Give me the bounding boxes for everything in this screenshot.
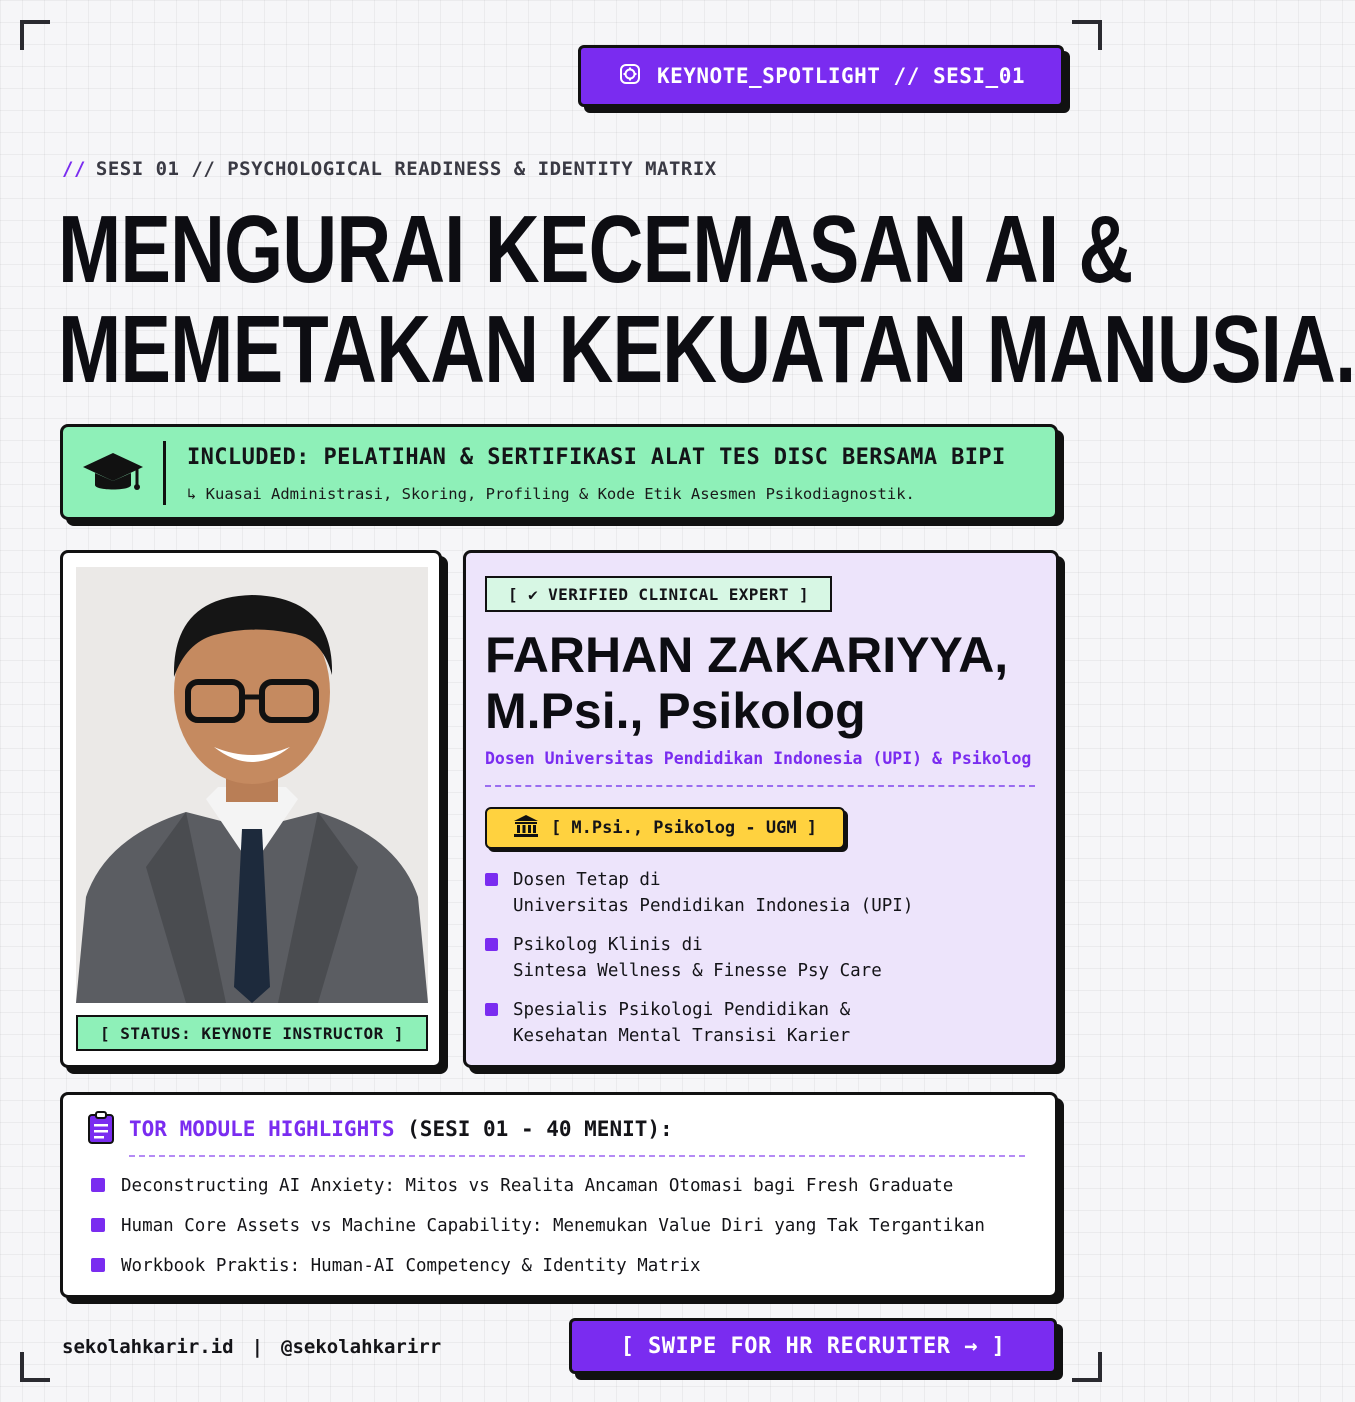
eyebrow-slash: // bbox=[62, 158, 86, 180]
corner-bracket-top-right bbox=[1072, 20, 1102, 50]
corner-bracket-bottom-right bbox=[1072, 1352, 1102, 1382]
tor-item bbox=[87, 1253, 985, 1279]
bio-item bbox=[485, 997, 913, 1049]
graduation-cap-icon bbox=[81, 445, 145, 501]
clipboard-icon bbox=[87, 1111, 115, 1145]
status-badge: [ STATUS: KEYNOTE INSTRUCTOR ] bbox=[76, 1015, 428, 1051]
tor-title-highlight: TOR MODULE HIGHLIGHTS bbox=[129, 1117, 395, 1141]
bullet-icon bbox=[91, 1178, 105, 1192]
swipe-cta-label: [ SWIPE FOR HR RECRUITER → ] bbox=[620, 1333, 1006, 1359]
bio-item-line-2: Kesehatan Mental Transisi Karier bbox=[513, 1026, 851, 1046]
bio-item bbox=[485, 867, 913, 919]
bio-list bbox=[485, 867, 913, 1062]
tor-item-text: Deconstructing AI Anxiety: Mitos vs Realita Ancaman Otomasi bagi Fresh Graduate bbox=[121, 1176, 954, 1196]
bio-item-line-1: Psikolog Klinis di bbox=[513, 935, 703, 955]
footer-links bbox=[62, 1336, 441, 1358]
website-link[interactable]: sekolahkarir.id bbox=[62, 1336, 234, 1358]
eyebrow bbox=[62, 158, 717, 180]
tor-module-card bbox=[60, 1092, 1058, 1298]
bio-item-line-1: Dosen Tetap di bbox=[513, 870, 661, 890]
verified-badge: [ ✔ VERIFIED CLINICAL EXPERT ] bbox=[485, 576, 832, 612]
tor-title bbox=[129, 1117, 673, 1141]
bullet-icon bbox=[485, 1003, 498, 1016]
tor-title-rest: (SESI 01 - 40 MENIT): bbox=[394, 1117, 673, 1141]
speaker-name-line-2: M.Psi., Psikolog bbox=[485, 683, 866, 739]
included-subtitle: ↳ Kuasai Administrasi, Skoring, Profiling & Kode Etik Asesmen Psikodiagnostik. bbox=[187, 485, 915, 503]
degree-badge bbox=[485, 807, 845, 849]
speaker-photo bbox=[76, 567, 428, 1003]
swipe-cta-button[interactable] bbox=[569, 1318, 1057, 1374]
footer-separator: | bbox=[251, 1336, 264, 1358]
page-title bbox=[58, 196, 1355, 403]
tor-item bbox=[87, 1173, 985, 1199]
tor-divider bbox=[129, 1155, 1025, 1157]
corner-bracket-top-left bbox=[20, 20, 50, 50]
bio-divider bbox=[485, 785, 1035, 787]
brain-chip-icon bbox=[617, 61, 643, 92]
bullet-icon bbox=[485, 938, 498, 951]
speaker-role: Dosen Universitas Pendidikan Indonesia (UPI) & Psikolog bbox=[485, 749, 1032, 768]
corner-bracket-bottom-left bbox=[20, 1352, 50, 1382]
session-badge-label: KEYNOTE_SPOTLIGHT // SESI_01 bbox=[656, 64, 1025, 88]
tor-list bbox=[87, 1173, 985, 1293]
bio-item bbox=[485, 932, 913, 984]
degree-label: [ M.Psi., Psikolog - UGM ] bbox=[550, 818, 818, 838]
speaker-name bbox=[485, 627, 1008, 739]
speaker-bio-card bbox=[463, 550, 1059, 1068]
university-building-icon bbox=[513, 814, 539, 843]
bio-item-line-2: Universitas Pendidikan Indonesia (UPI) bbox=[513, 896, 914, 916]
included-divider bbox=[163, 441, 166, 505]
session-badge bbox=[578, 45, 1064, 107]
social-handle-link[interactable]: @sekolahkarirr bbox=[281, 1336, 442, 1358]
tor-item-text: Workbook Praktis: Human-AI Competency & Identity Matrix bbox=[121, 1256, 701, 1276]
included-banner bbox=[60, 424, 1058, 520]
title-line-2: MEMETAKAN KEKUATAN MANUSIA. bbox=[58, 296, 1355, 403]
bio-item-line-1: Spesialis Psikologi Pendidikan & bbox=[513, 1000, 851, 1020]
tor-item-text: Human Core Assets vs Machine Capability: Menemukan Value Diri yang Tak Tergantikan bbox=[121, 1216, 985, 1236]
tor-item bbox=[87, 1213, 985, 1239]
bio-item-line-2: Sintesa Wellness & Finesse Psy Care bbox=[513, 961, 882, 981]
speaker-name-line-1: FARHAN ZAKARIYYA, bbox=[485, 627, 1009, 683]
bullet-icon bbox=[91, 1218, 105, 1232]
bullet-icon bbox=[485, 873, 498, 886]
title-line-1: MENGURAI KECEMASAN AI & bbox=[58, 196, 1133, 303]
speaker-photo-card bbox=[60, 550, 442, 1068]
eyebrow-text: SESI 01 // PSYCHOLOGICAL READINESS & IDENTITY MATRIX bbox=[95, 158, 717, 180]
included-title: INCLUDED: PELATIHAN & SERTIFIKASI ALAT TES DISC BERSAMA BIPI bbox=[187, 445, 1006, 470]
bullet-icon bbox=[91, 1258, 105, 1272]
